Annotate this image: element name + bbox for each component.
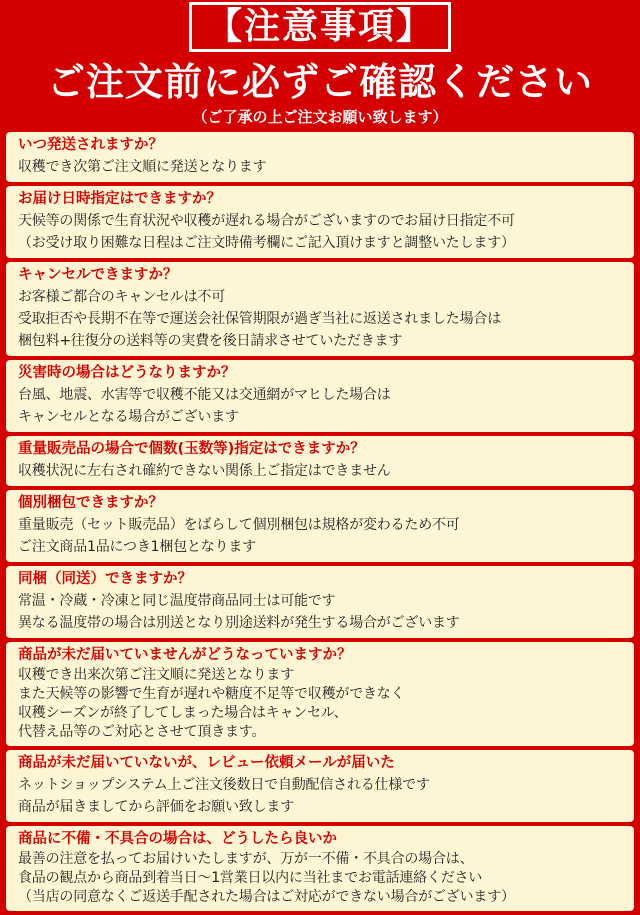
faq-item bbox=[6, 132, 634, 182]
page-subtitle: ご注文前に必ずご確認ください bbox=[46, 60, 593, 104]
faq-answer-line: 収穫状況に左右され確約できない関係上ご指定はできません bbox=[18, 463, 391, 479]
page-title: 【注意事項】 bbox=[189, 2, 451, 52]
faq-item bbox=[6, 750, 634, 822]
faq-item bbox=[6, 262, 634, 356]
faq-answer-line: 梱包料+往復分の送料等の実費を後日請求させていただきます bbox=[18, 333, 403, 349]
faq-answer-line: ご注文商品1品につき1梱包となります bbox=[18, 539, 256, 555]
faq-answer-line: 常温・冷蔵・冷凍と同じ温度帯商品同士は可能です bbox=[18, 593, 336, 609]
faq-answer-line: キャンセルとなる場合がございます bbox=[18, 409, 239, 425]
faq-item bbox=[6, 490, 634, 562]
faq-question: 商品が未だ届いていませんがどうなっていますか？ bbox=[18, 647, 352, 663]
faq-question: お届け日時指定はできますか？ bbox=[18, 191, 221, 207]
faq-question: キャンセルできますか？ bbox=[18, 267, 178, 283]
faq-answer-line: 代替え品等のご対応とさせて頂きます。 bbox=[18, 724, 266, 740]
faq-answer-line: 最善の注意を払ってお届けいたしますが、万が一不備・不具合の場合は、 bbox=[18, 851, 474, 867]
faq-question: 商品が未だ届いていないが、レビュー依頼メールが届いた bbox=[18, 755, 395, 771]
faq-item bbox=[6, 642, 634, 746]
faq-answer-line: お客様ご都合のキャンセルは不可 bbox=[18, 289, 225, 305]
faq-answer-line: 商品が届きましてから評価をお願い致します bbox=[18, 799, 294, 815]
faq-item bbox=[6, 360, 634, 432]
faq-answer-line: 収穫シーズンが終了してしまった場合はキャンセル、 bbox=[18, 705, 348, 721]
faq-question: 個別梱包できますか？ bbox=[18, 495, 163, 511]
faq-item bbox=[6, 566, 634, 638]
faq-answer-line: （お受け取り困難な日程はご注文時備考欄にご記入頂けますと調整いたします） bbox=[18, 235, 515, 251]
faq-question: 同梱（同送）できますか？ bbox=[18, 571, 192, 587]
faq-answer-line: ネットショップシステム上ご注文後数日で自動配信される仕様です bbox=[18, 777, 430, 793]
faq-question: 重量販売品の場合で個数(玉数等)指定はできますか？ bbox=[18, 441, 365, 457]
faq-answer-line: また天候等の影響で生育が遅れや糖度不足等で収穫ができなく bbox=[18, 686, 405, 702]
faq-answer-line: 重量販売（セット販売品）をばらして個別梱包は規格が変わるため不可 bbox=[18, 517, 460, 533]
faq-answer-line: 食品の観点から商品到着当日〜1営業日以内に当社までお電話連絡ください bbox=[18, 870, 483, 886]
faq-question: 商品に不備・不具合の場合は、どうしたら良いか bbox=[18, 831, 337, 847]
faq-item bbox=[6, 436, 634, 486]
faq-question: 災害時の場合はどうなりますか？ bbox=[18, 365, 236, 381]
faq-question: いつ発送されますか？ bbox=[18, 137, 163, 153]
faq-item bbox=[6, 826, 634, 911]
faq-answer-line: （当店の同意なくご返送手配された場合はご対応ができない場合がございます） bbox=[18, 889, 515, 905]
faq-answer-line: 収穫でき次第ご注文順に発送となります bbox=[18, 159, 267, 175]
faq-answer-line: 異なる温度帯の場合は別送となり別途送料が発生する場合がございます bbox=[18, 615, 460, 631]
faq-answer-line: 天候等の関係で生育状況や収穫が遅れる場合がございますのでお届け日指定不可 bbox=[18, 213, 515, 229]
faq-answer-line: 台風、地震、水害等で収穫不能又は交通網がマヒした場合は bbox=[18, 387, 391, 403]
header bbox=[6, 0, 634, 128]
faq-answer-line: 受取拒否や長期不在等で運送会社保管期限が過ぎ当社に返送されました場合は bbox=[18, 311, 501, 327]
faq-item bbox=[6, 186, 634, 258]
faq-answer-line: 収穫でき出来次第ご注文順に発送となります bbox=[18, 667, 294, 683]
faq-list bbox=[6, 132, 634, 911]
header-note: （ご了承の上ご注文お願い致します） bbox=[192, 108, 448, 126]
